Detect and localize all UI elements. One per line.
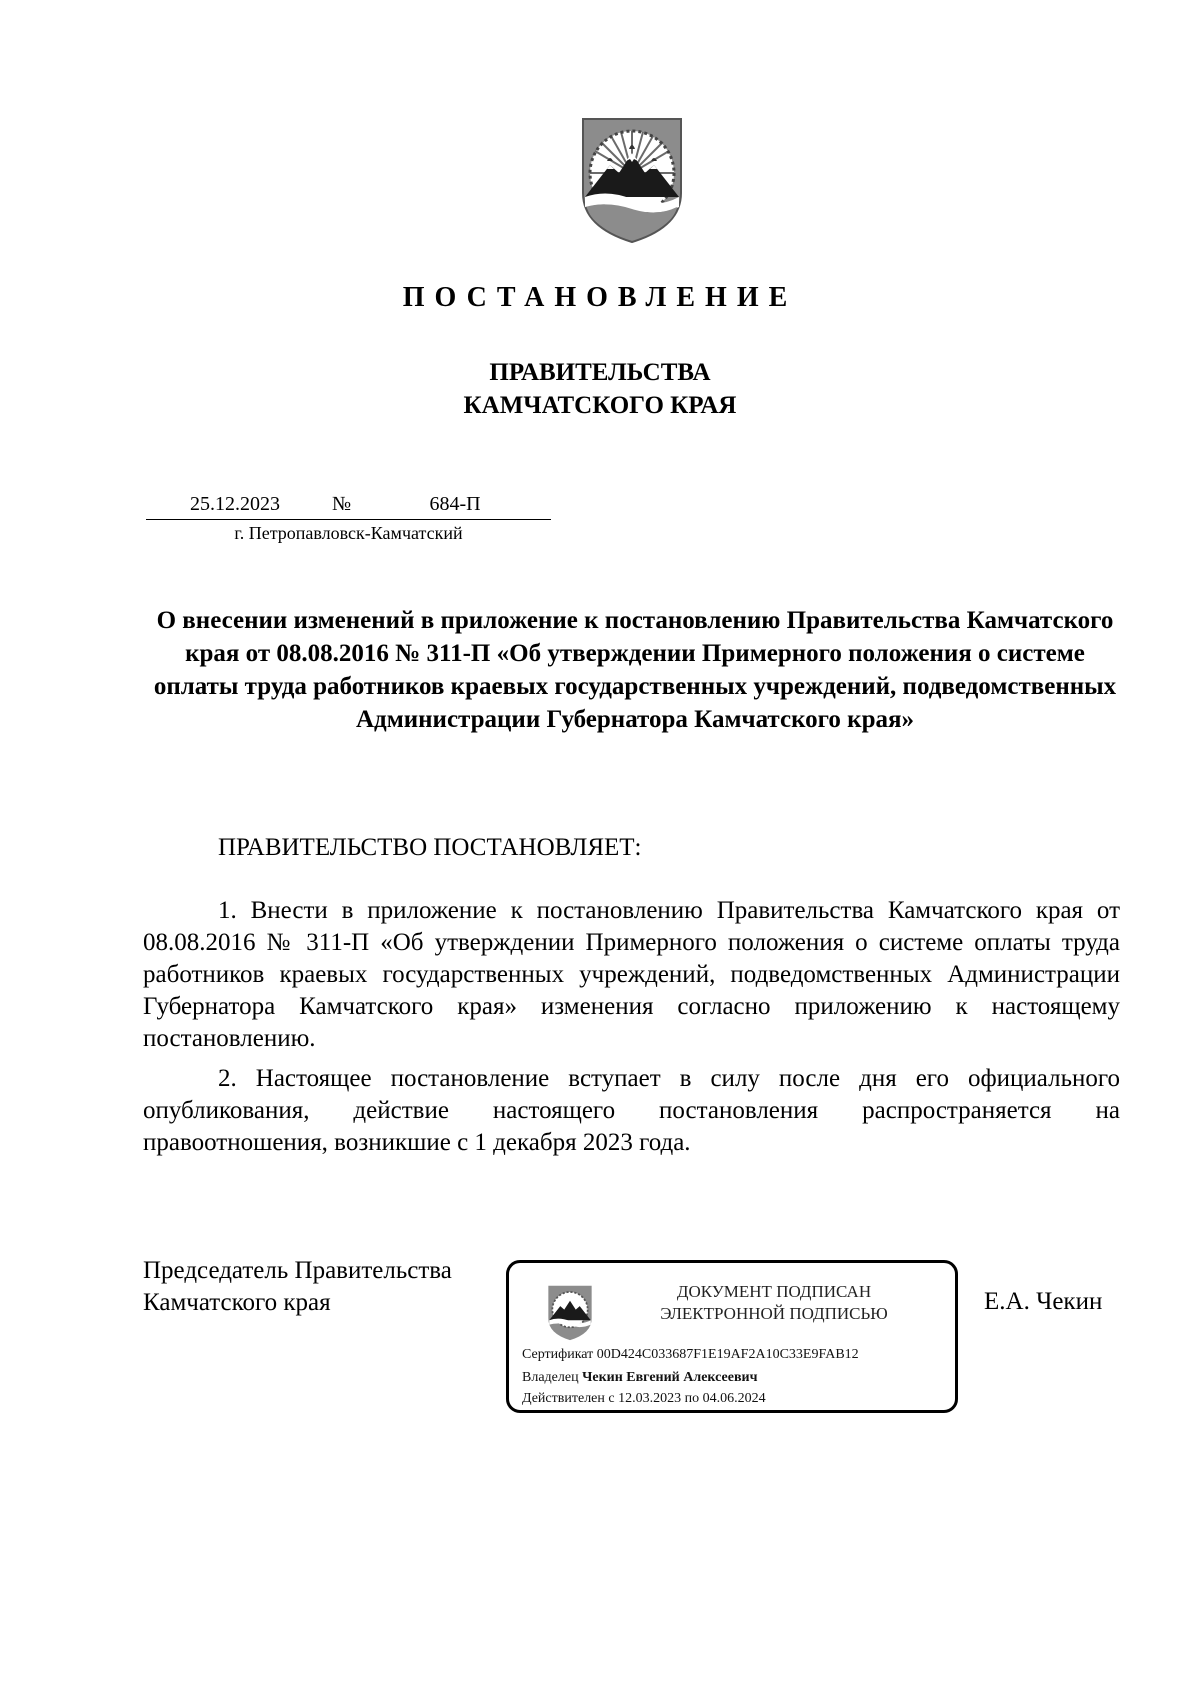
issuing-authority [0,356,1200,422]
signer-name: Е.А. Чекин [984,1288,1103,1315]
valid-to-value: 04.06.2024 [702,1391,766,1406]
document-subject: О внесении изменений в приложение к постановлению Правительства Камчатского края от 08.08.2016 № 311-П «Об утверждении Примерного положения о системе оплаты труда работников краевых государственных учреждений, подведомственных Администрации Губернатора Камчатского края» [153,607,1117,733]
owner-value: Чекин Евгений Алексеевич [582,1370,758,1385]
valid-from-value: 12.03.2023 [618,1391,682,1406]
valid-from-label: Действителен с [522,1391,615,1406]
document-number: 684-П [429,493,481,515]
chair-title [143,1255,452,1319]
paragraph-2: 2. Настоящее постановление вступает в силу после дня его официального опубликования, действие настоящего постановления распространяется на правоотношения, возникшие с 1 декабря 2023 года. [143,1065,1120,1156]
stamp-header-line-2: ЭЛЕКТРОННОЙ ПОДПИСЬЮ [660,1304,888,1323]
certificate-line [522,1347,859,1363]
valid-to-label: по [684,1391,700,1406]
coat-of-arms-icon [577,115,687,244]
authority-line-1: ПРАВИТЕЛЬСТВА [489,359,711,386]
stamp-header-line-1: ДОКУМЕНТ ПОДПИСАН [676,1282,872,1301]
authority-line-2: КАМЧАТСКОГО КРАЯ [463,392,737,419]
chair-line-1: Председатель Правительства [143,1257,452,1284]
certificate-label: Сертификат [522,1347,594,1362]
date-number-line [146,493,551,520]
paragraph-1: 1. Внести в приложение к постановлению Правительства Камчатского края от 08.08.2016 № 311-П «Об утверждении Примерного положения о системе оплаты труда работников краевых государственных учреждений, подведомственных Администрации Губернатора Камчатского края» изменения согласно приложению к настоящему постановлению. [143,897,1120,1052]
number-label: № [332,493,352,515]
document-date: 25.12.2023 [190,493,280,515]
certificate-value: 00D424C033687F1E19AF2A10C33E9FAB12 [596,1347,859,1362]
city: г. Петропавловск-Камчатский [234,523,463,543]
stamp-emblem-icon [545,1284,595,1341]
electronic-signature-stamp [506,1260,958,1413]
validity-line [522,1391,766,1407]
resolution-heading: ПРАВИТЕЛЬСТВО ПОСТАНОВЛЯЕТ: [218,834,642,861]
document-type-title: ПОСТАНОВЛЕНИЕ [402,282,798,313]
chair-line-2: Камчатского края [143,1289,331,1316]
stamp-header [609,1281,939,1325]
owner-label: Владелец [522,1370,579,1385]
underline-divider [146,519,551,520]
owner-line [522,1370,757,1386]
